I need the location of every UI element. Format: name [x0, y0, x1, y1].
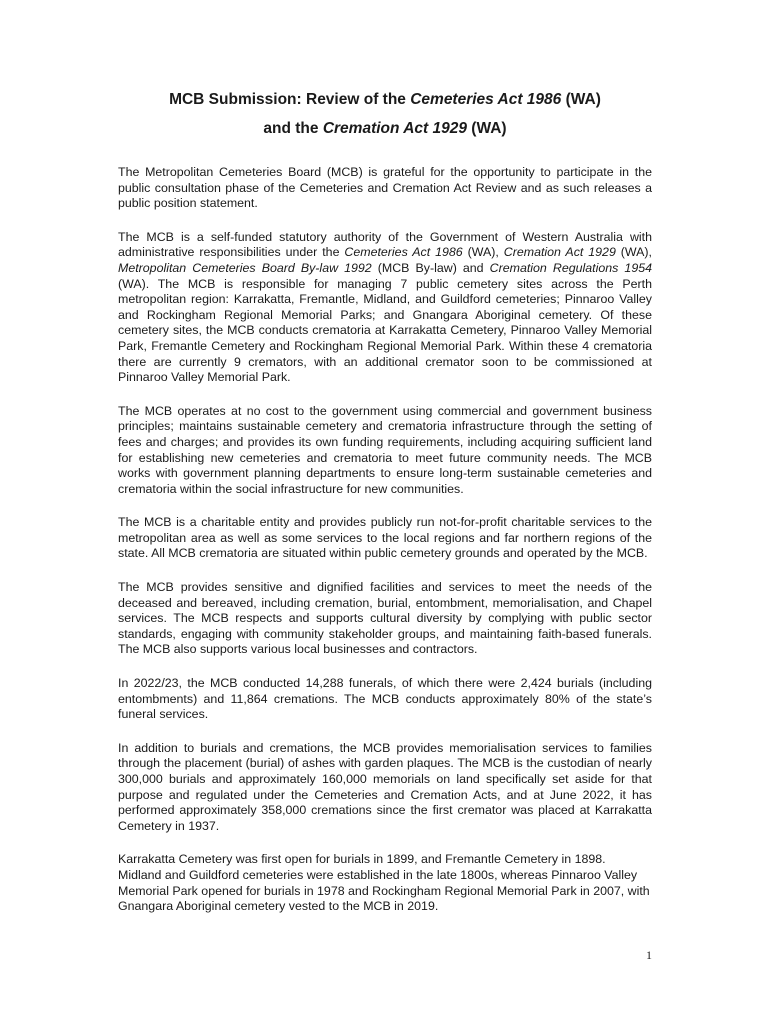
- act-name: Cemeteries Act 1986: [344, 245, 463, 260]
- title-text: and the: [263, 120, 323, 137]
- title-text: MCB Submission: Review of the: [169, 91, 411, 108]
- title-act-name: Cemeteries Act 1986: [410, 91, 562, 108]
- document-title-line-1: [0, 90, 770, 110]
- document-title-line-2: [0, 119, 770, 139]
- paragraph-statistics: In 2022/23, the MCB conducted 14,288 funerals, of which there were 2,424 burials (including entombments) and 11,864 cremations. The MCB conducts approximately 80% of the state’s funeral services.: [118, 676, 652, 722]
- page-number: 1: [646, 948, 652, 962]
- paragraph-history: Karrakatta Cemetery was first open for burials in 1899, and Fremantle Cemetery in 1898. Midland and Guildford cemeteries were established in the late 1800s, whereas Pinnaroo Valley Memorial Park opened for burials in 1978 and Rockingham Regional Memorial Park in 2007, with Gnangara Aboriginal cemetery vested to the MCB in 2019.: [118, 852, 650, 914]
- paragraph-text: (WA),: [615, 245, 652, 260]
- act-name: Cremation Regulations 1954: [489, 260, 652, 275]
- title-text: (WA): [561, 91, 601, 108]
- paragraph-charitable-entity: The MCB is a charitable entity and provides publicly run not-for-profit charitable services to the metropolitan area as well as some services to the local regions and far northern regions of the state. All MCB crematoria are situated within public cemetery grounds and operated by the MCB.: [118, 515, 652, 561]
- paragraph-mcb-role: [118, 230, 652, 386]
- title-act-name: Cremation Act 1929: [322, 120, 467, 137]
- paragraph-text: (WA),: [462, 245, 504, 260]
- document-body: [118, 165, 652, 933]
- paragraph-text: The MCB is a self-funded statutory authority of the Government of Western Australia with administrative responsibilities under the: [118, 229, 652, 260]
- paragraph-text: (WA). The MCB is responsible for managing 7 public cemetery sites across the Perth metropolitan region: Karrakatta, Fremantle, Midland, and Guildford cemeteries; Pinnaroo Valley and Rockingham Regional Memorial Parks; and Gnangara Aboriginal cemetery. Of these cemetery sites, the MCB conducts crematoria at Karrakatta Cemetery, Pinnaroo Valley Memorial Park, Fremantle Cemetery and Rockingham Regional Memorial Park. Within these 4 crematoria there are currently 9 cremators, with an additional cremator soon to be commissioned at Pinnaroo Valley Memorial Park.: [118, 276, 652, 385]
- paragraph-text: (MCB By-law) and: [371, 260, 490, 275]
- act-name: Metropolitan Cemeteries Board By-law 1992: [118, 260, 372, 275]
- paragraph-services: The MCB provides sensitive and dignified facilities and services to meet the needs of the deceased and bereaved, including cremation, burial, entombment, memorialisation, and Chapel services. The MCB respects and supports cultural diversity by complying with public sector standards, engaging with community stakeholder groups, and maintaining faith-based funerals. The MCB also supports various local businesses and contractors.: [118, 580, 652, 657]
- paragraph-operations: The MCB operates at no cost to the government using commercial and government business principles; maintains sustainable cemetery and crematoria infrastructure through the setting of fees and charges; and provides its own funding requirements, including acquiring sufficient land for establishing new cemeteries and crematoria to meet future community needs. The MCB works with government planning departments to ensure long-term sustainable cemeteries and crematoria within the social infrastructure for new communities.: [118, 403, 652, 496]
- paragraph-intro: The Metropolitan Cemeteries Board (MCB) is grateful for the opportunity to participate in the public consultation phase of the Cemeteries and Cremation Act Review and as such releases a public position statement.: [118, 165, 652, 211]
- act-name: Cremation Act 1929: [503, 245, 616, 260]
- title-text: (WA): [466, 120, 507, 137]
- paragraph-memorialisation: In addition to burials and cremations, the MCB provides memorialisation services to families through the placement (burial) of ashes with garden plaques. The MCB is the custodian of nearly 300,000 burials and approximately 160,000 memorials on land specifically set aside for that purpose and regulated under the Cemeteries and Cremation Acts, and at June 2022, it has performed approximately 358,000 cremations since the first cremator was placed at Karrakatta Cemetery in 1937.: [118, 740, 652, 833]
